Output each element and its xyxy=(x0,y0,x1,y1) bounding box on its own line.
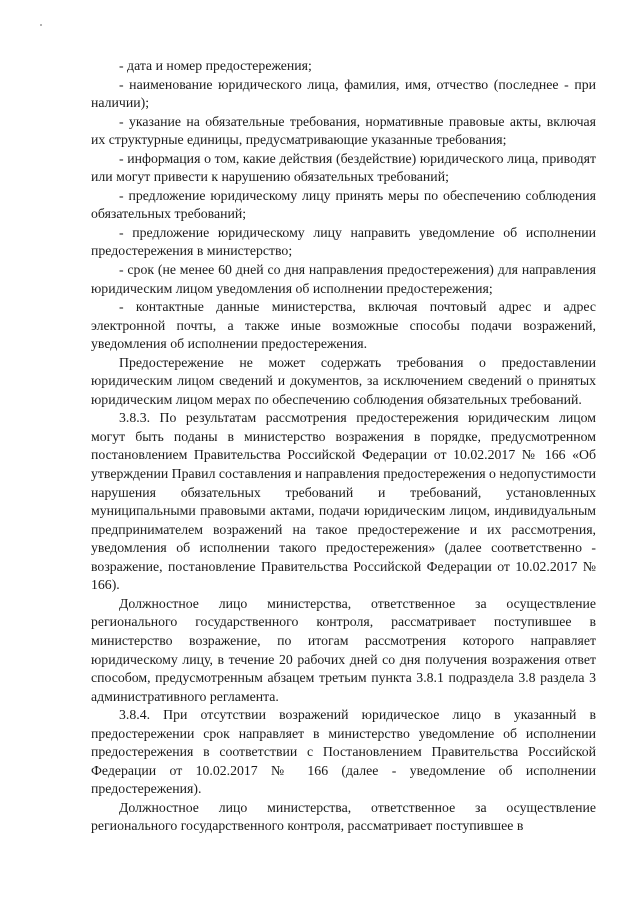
paragraph-entity-name: - наименование юридического лица, фамилия, имя, отчество (последнее - при наличии); xyxy=(91,76,596,111)
paragraph-3-8-3: 3.8.3. По результатам рассмотрения предостережения юридическим лицом могут быть поданы в министерство возражения в порядке, предусмотренном постановлением Правительства Российской Федерации от 10.02.2017 № 166 «Об утверждении Правил составления и направления предостережения о недопустимости нарушения обязательных требований и требований, установленных муниципальными правовыми актами, подачи юридическим лицом, индивидуальным предпринимателем возражений на такое предостережение и их рассмотрения, уведомления об исполнении такого предостережения» (далее соответственно - возражение, постановление Правительства Российской Федерации от 10.02.2017 № 166). xyxy=(91,410,596,593)
paragraph-official-review: Должностное лицо министерства, ответственное за осуществление регионального государственного контроля, рассматривает поступившее в министерство возражение, по итогам рассмотрения которого направляет юридическому лицу, в течение 20 рабочих дней со дня получения возражения ответ способом, предусмотренным абзацем третьим пункта 3.8.1 подраздела 3.8 раздела 3 административного регламента. xyxy=(91,595,596,704)
paragraph-proposal-notice: - предложение юридическому лицу направить уведомление об исполнении предостережения в министерство; xyxy=(91,224,596,259)
paragraph-restriction: Предостережение не может содержать требования о предоставлении юридическим лицом сведений и документов, за исключением сведений о принятых юридическим лицом мерах по обеспечению соблюдения обязательных требований. xyxy=(91,354,596,407)
paragraph-date-number: - дата и номер предостережения; xyxy=(119,58,312,73)
paragraph-requirements: - указание на обязательные требования, нормативные правовые акты, включая их структурные единицы, предусматривающие указанные требования; xyxy=(91,113,596,148)
document-body xyxy=(91,57,596,836)
paragraph-contacts: - контактные данные министерства, включая почтовый адрес и адрес электронной почты, а также иные возможные способы подачи возражений, уведомления об исполнении предостережения. xyxy=(91,299,596,352)
paragraph-3-8-4: 3.8.4. При отсутствии возражений юридическое лицо в указанный в предостережении срок направляет в министерство уведомление об исполнении предостережения в соответствии с Постановлением Правительства Российской Федерации от 10.02.2017 № 166 (далее - уведомление об исполнении предостережения). xyxy=(91,707,596,797)
paragraph-actions-info: - информация о том, какие действия (бездействие) юридического лица, приводят или могут привести к нарушению обязательных требований; xyxy=(91,150,596,185)
paragraph-deadline: - срок (не менее 60 дней со дня направления предостережения) для направления юридическим лицом уведомления об исполнении предостережения; xyxy=(91,262,596,296)
paragraph-official-review-2: Должностное лицо министерства, ответственное за осуществление регионального государственного контроля, рассматривает поступившее в xyxy=(91,799,596,834)
paragraph-proposal-measures: - предложение юридическому лицу принять меры по обеспечению соблюдения обязательных требований; xyxy=(91,187,596,222)
scan-speck xyxy=(40,24,42,26)
